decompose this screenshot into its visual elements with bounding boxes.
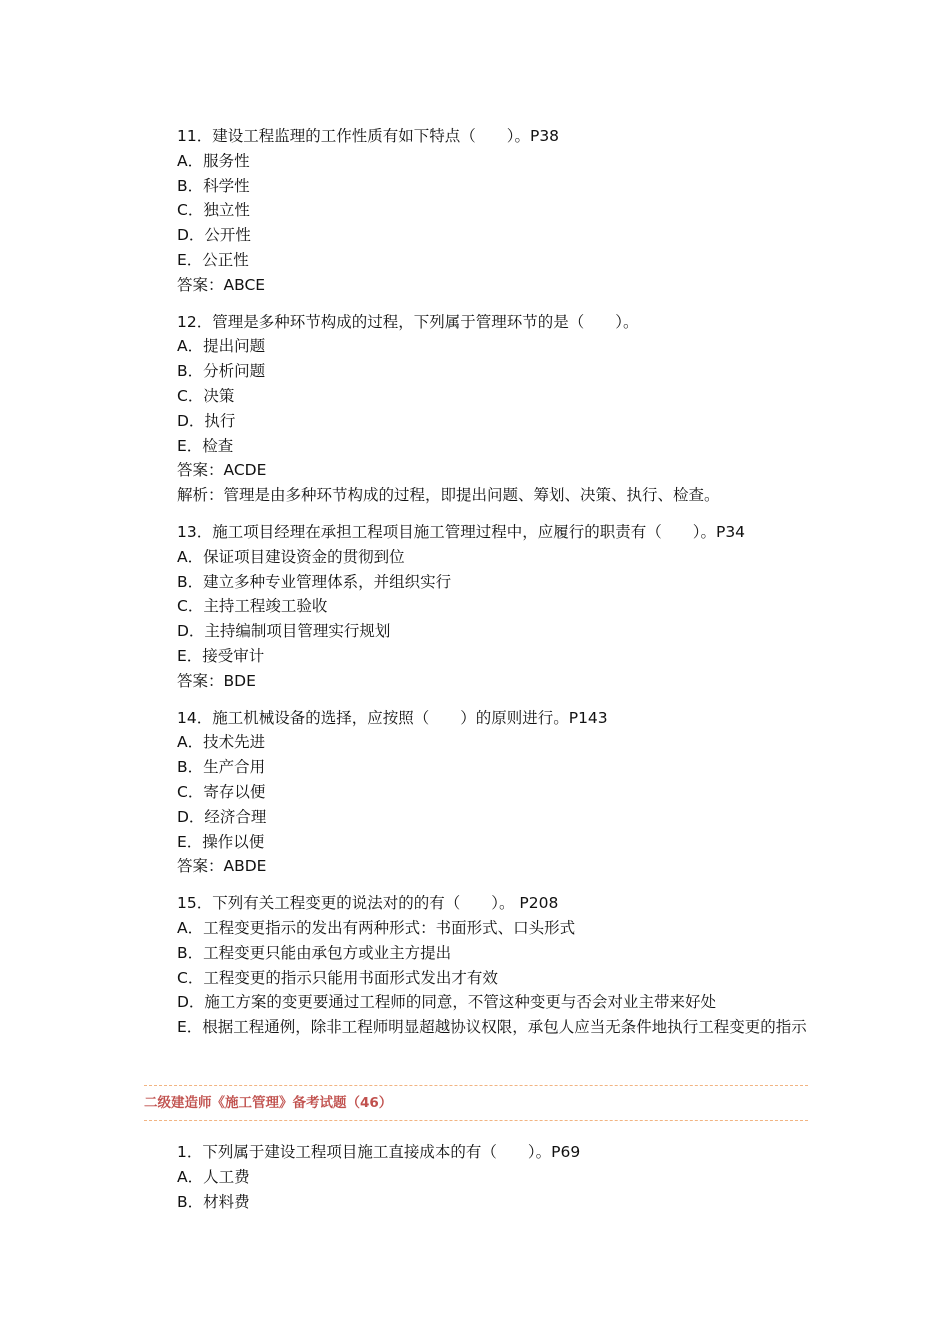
option-b: B．科学性 [177,176,250,195]
option-d: D．执行 [177,411,236,430]
question-14 [144,706,808,880]
question-15 [144,891,808,1040]
option-c: C．主持工程竣工验收 [177,597,328,616]
question-stem: 1．下列属于建设工程项目施工直接成本的有（ ）。P69 [177,1143,581,1161]
option-c: C．独立性 [177,201,250,220]
option-b: B．生产合用 [177,758,266,777]
question-stem: 12．管理是多种环节构成的过程，下列属于管理环节的是（ ）。 [177,312,639,331]
question-stem: 11．建设工程监理的工作性质有如下特点（ ）。P38 [177,127,560,145]
option-d: D．主持编制项目管理实行规划 [177,622,391,641]
option-b: B．工程变更只能由承包方或业主方提出 [177,943,452,962]
analysis: 解析：管理是由多种环节构成的过程，即提出问题、筹划、决策、执行、检查。 [177,486,720,505]
option-a: A．保证项目建设资金的贯彻到位 [177,547,405,566]
option-c: C．决策 [177,386,235,405]
answer: 答案：BDE [177,671,256,690]
question-list [144,124,808,1052]
option-b: B．建立多种专业管理体系，并组织实行 [177,572,452,591]
option-a: A．服务性 [177,151,250,170]
question-stem: 14．施工机械设备的选择，应按照（ ）的原则进行。P143 [177,708,608,727]
question-12 [144,310,808,508]
answer: 答案：ABDE [177,857,267,876]
option-e: E．操作以便 [177,832,265,851]
option-c: C．寄存以便 [177,782,266,801]
question-stem: 15．下列有关工程变更的说法对的的有（ ）。 P208 [177,894,559,913]
option-b: B．分析问题 [177,362,266,381]
question-13 [144,520,808,694]
option-a: A．工程变更指示的发出有两种形式：书面形式、口头形式 [177,918,576,937]
option-a: A．提出问题 [177,337,266,356]
next-question-list [144,1140,808,1226]
option-e: E．根据工程通例，除非工程师明显超越协议权限，承包人应当无条件地执行工程变更的指示 [177,1018,807,1037]
question-1 [144,1140,808,1214]
section-divider-top [144,1085,808,1086]
section-divider-bottom [144,1120,808,1121]
option-e: E．公正性 [177,250,249,269]
option-e: E．检查 [177,436,234,455]
option-d: D．施工方案的变更要通过工程师的同意，不管这种变更与否会对业主带来好处 [177,993,716,1012]
answer: 答案：ABCE [177,275,266,294]
option-b: B．材料费 [177,1192,250,1211]
section-header [144,1085,808,1121]
option-d: D．公开性 [177,226,251,245]
option-e: E．接受审计 [177,646,265,665]
answer: 答案：ACDE [177,461,267,480]
option-d: D．经济合理 [177,807,267,826]
option-a: A．人工费 [177,1167,250,1186]
option-c: C．工程变更的指示只能用书面形式发出才有效 [177,968,498,987]
option-a: A．技术先进 [177,733,266,752]
section-title: 二级建造师《施工管理》备考试题（46） [144,1095,393,1111]
question-11 [144,124,808,298]
question-stem: 13．施工项目经理在承担工程项目施工管理过程中，应履行的职责有（ ）。P34 [177,522,746,541]
